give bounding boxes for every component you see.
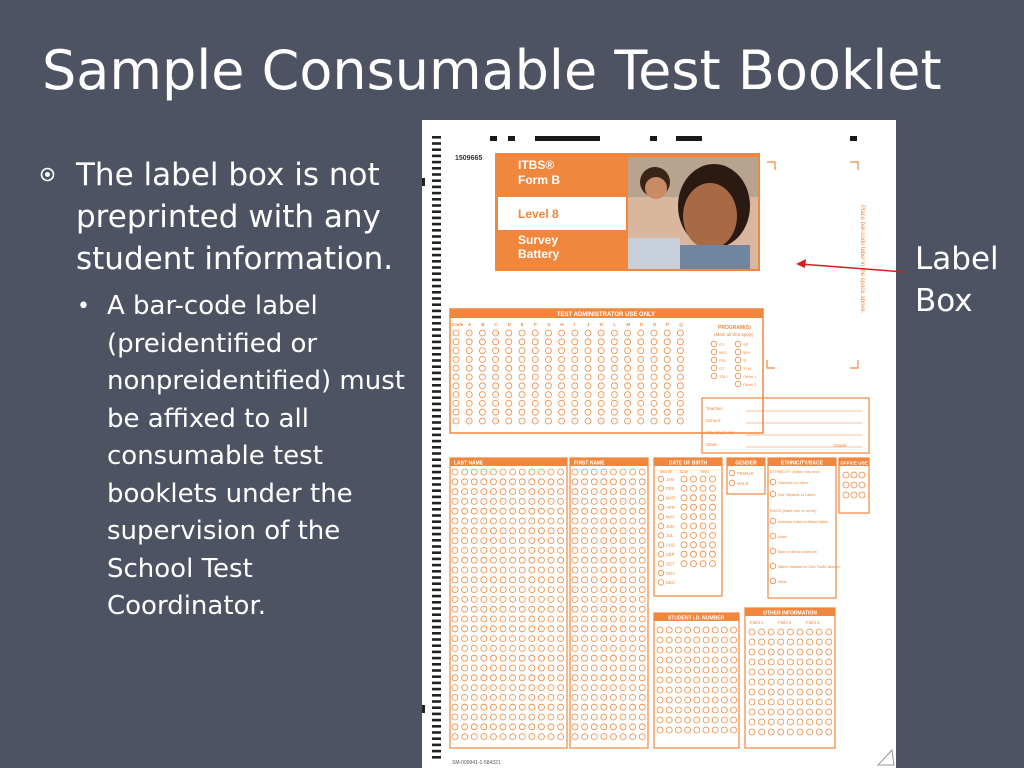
teacher-field-label: City (System): (706, 430, 735, 435)
program-label: TI (743, 357, 747, 363)
footer-code: SM-009941-1-584321 (452, 760, 501, 766)
teacher-field-label: Teacher: (706, 406, 724, 411)
race-label: Black or African American (778, 550, 817, 554)
month-label: DEC (666, 580, 675, 586)
gender-label: MALE (737, 481, 749, 486)
month-label: OCT (666, 561, 675, 567)
admin-header: TEST ADMINISTRATOR USE ONLY (556, 312, 656, 318)
admin-letter: H (560, 322, 564, 327)
race-label: Asian (778, 535, 787, 539)
ethnicity-label: Not Hispanic or Latino (778, 493, 816, 497)
dob-column-label: Day (680, 469, 689, 474)
teacher-field-label: Grade: (834, 443, 848, 448)
program-label: FRL (719, 357, 727, 363)
dot-bullet-icon: • (77, 294, 90, 319)
admin-letter: A (468, 322, 472, 327)
admin-letter: F (534, 322, 537, 327)
dob-column-label: Month (660, 469, 673, 474)
ethnicity-label: Hispanic or Latino (778, 481, 809, 485)
admin-letter: P (666, 322, 670, 327)
bullet-main-text: The label box is not preprinted with any student information. (76, 157, 394, 277)
student-id-header: STUDENT I.D. NUMBER (667, 615, 725, 622)
program-label: GT (719, 341, 725, 347)
admin-letter: Q (679, 322, 683, 327)
program-label: Other 2 (743, 381, 757, 387)
month-label: AUG (666, 542, 676, 548)
gender-label: FEMALE (737, 471, 754, 476)
admin-letter: C (494, 322, 498, 327)
battery-line-2: Battery (518, 247, 560, 261)
admin-letter: E (520, 322, 524, 327)
admin-letter: B (481, 322, 485, 327)
program-label: SP (743, 341, 749, 347)
month-label: SEP (666, 552, 675, 557)
admin-letter: I (573, 322, 575, 327)
other-info-column-label: Field 2 (778, 620, 792, 625)
last-name-header: LAST NAME (454, 460, 484, 467)
month-label: MAR (666, 495, 676, 501)
callout-line-1: Label (915, 241, 999, 277)
dob-header: DATE OF BIRTH (668, 460, 708, 467)
admin-letter: O (652, 322, 657, 327)
program-label: TRLI (719, 373, 728, 379)
admin-letter: M (626, 322, 631, 327)
program-label: Other 1 (743, 373, 757, 379)
other-info-header: OTHER INFORMATION (763, 610, 817, 617)
bullet-sub-text: A bar-code label (preidentified or nonpreidentified) must be affixed to all consumable test booklets under the supervision of the School Test Coordinator. (107, 291, 405, 621)
month-label: NOV (666, 570, 676, 576)
program-label: MIG (719, 349, 727, 355)
dob-column-label: Year (700, 469, 710, 474)
programs-header: PROGRAM(S) (718, 325, 751, 331)
month-label: FEB (666, 486, 675, 492)
brand-text: ITBS® (518, 158, 555, 172)
side-instruction: Place bar-code label in the space above. (859, 205, 865, 314)
code-label: Code (452, 322, 464, 327)
admin-letter: J (586, 322, 590, 327)
race-label: American Indian or Alaska Native (778, 520, 828, 524)
race-label: Native Hawaiian or Other Pacific Islander (778, 565, 840, 569)
admin-letter: G (547, 322, 551, 327)
teacher-field-label: School: (706, 418, 722, 423)
month-label: JUN (666, 523, 675, 529)
program-label: 504 (743, 349, 750, 355)
admin-letter: K (600, 322, 604, 327)
ethnicity-header: ETHNICITY/RACE (781, 460, 823, 467)
other-info-column-label: Field 3 (806, 620, 820, 625)
programs-note: (Mark all that apply) (714, 332, 754, 337)
program-label: TI M (743, 365, 751, 371)
first-name-header: FIRST NAME (574, 460, 605, 467)
admin-letter: L (613, 322, 616, 327)
serial-number: 1509665 (455, 155, 483, 162)
ethnicity-note: ETHNICITY (Mark only one) (770, 469, 820, 474)
race-note: RACE (Mark one or more) (770, 508, 817, 513)
office-use-header: OFFICE USE (840, 460, 868, 466)
month-label: JAN (666, 476, 674, 482)
level-text: Level 8 (518, 207, 559, 221)
form-text: Form B (518, 173, 560, 187)
month-label: JUL (666, 533, 674, 539)
label-box-callout (915, 238, 1015, 322)
gender-header: GENDER (735, 460, 757, 467)
teacher-field-label: State: (706, 442, 718, 447)
callout-line-2: Box (915, 283, 973, 319)
slide-title: Sample Consumable Test Booklet (42, 39, 942, 102)
month-label: MAY (666, 514, 675, 520)
admin-letter: D (507, 322, 511, 327)
program-label: OT (719, 365, 725, 371)
other-info-column-label: Field 1 (750, 620, 764, 625)
race-label: White (778, 580, 787, 584)
admin-letter: N (639, 322, 643, 327)
battery-line-1: Survey (518, 233, 559, 247)
month-label: APR (666, 505, 675, 510)
